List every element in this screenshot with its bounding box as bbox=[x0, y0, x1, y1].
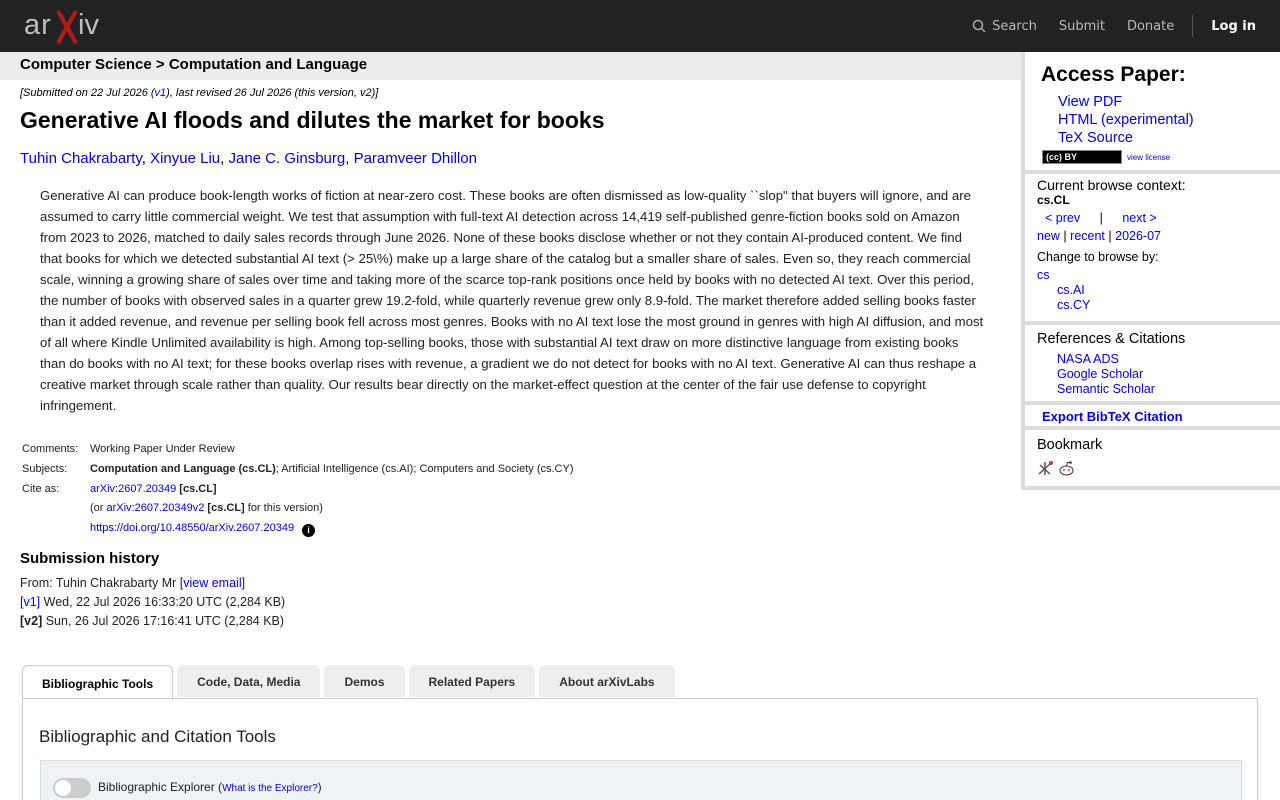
submit-link[interactable]: Submit bbox=[1058, 18, 1105, 34]
reddit-icon[interactable] bbox=[1058, 460, 1075, 477]
browse-cs-link[interactable]: cs bbox=[1037, 268, 1050, 282]
cite-category: [cs.CL] bbox=[176, 482, 217, 495]
search-button[interactable] bbox=[972, 19, 1037, 34]
author-link[interactable]: Tuhin Chakrabarty bbox=[20, 150, 142, 167]
tab-panel bbox=[22, 698, 1258, 800]
donate-link[interactable]: Donate bbox=[1126, 18, 1175, 34]
submission-history-title: Submission history bbox=[20, 550, 160, 567]
cite-v2-category: [cs.CL] bbox=[204, 502, 245, 515]
view-email-link[interactable]: view email bbox=[183, 576, 242, 590]
submitted-text: [Submitted on 22 Jul 2026 ( bbox=[20, 87, 155, 99]
explorer-label-text: Bibliographic Explorer ( bbox=[98, 780, 223, 794]
info-icon[interactable]: i bbox=[302, 524, 315, 537]
tex-source-link[interactable]: TeX Source bbox=[1058, 130, 1133, 146]
explorer-toggle[interactable] bbox=[53, 778, 91, 798]
history-v2 bbox=[20, 612, 285, 631]
prev-next-separator: | bbox=[1099, 211, 1103, 225]
browse-by-links bbox=[1037, 268, 1090, 313]
license bbox=[1042, 150, 1170, 164]
from-close: ] bbox=[241, 576, 246, 590]
comments-value: Working Paper Under Review bbox=[90, 443, 235, 455]
submission-history bbox=[20, 574, 285, 631]
prev-link[interactable]: < prev bbox=[1045, 211, 1081, 225]
nasa-ads-link[interactable]: NASA ADS bbox=[1057, 352, 1119, 366]
submission-dates bbox=[20, 87, 378, 99]
v1-history-link[interactable]: [v1] bbox=[20, 595, 41, 609]
prev-next-nav bbox=[1045, 211, 1157, 225]
month-link[interactable]: 2026-07 bbox=[1115, 229, 1161, 243]
semantic-scholar-link[interactable]: Semantic Scholar bbox=[1057, 382, 1155, 396]
author-link[interactable]: Jane C. Ginsburg bbox=[228, 150, 346, 167]
references-title: References & Citations bbox=[1037, 331, 1186, 347]
cite-v2-suffix: for this version) bbox=[244, 502, 323, 515]
bookmark-title: Bookmark bbox=[1037, 437, 1103, 453]
cite-row bbox=[22, 480, 574, 500]
author-list: Tuhin Chakrabarty, Xinyue Liu, Jane C. Ginsburg, Paramveer Dhillon bbox=[20, 150, 477, 167]
comments-row bbox=[22, 440, 574, 460]
cite-id-link[interactable]: arXiv:2607.20349 bbox=[90, 482, 177, 495]
author-link[interactable]: Paramveer Dhillon bbox=[353, 150, 477, 167]
recent-link[interactable]: recent bbox=[1070, 229, 1105, 243]
primary-subject: Computation and Language (cs.CL) bbox=[90, 462, 276, 475]
search-label: Search bbox=[992, 18, 1037, 34]
change-browse-label: Change to browse by: bbox=[1037, 250, 1159, 264]
top-navigation-bar bbox=[0, 0, 1280, 52]
tab-bibliographic-tools[interactable]: Bibliographic Tools bbox=[22, 665, 173, 700]
export-bibtex-link[interactable]: Export BibTeX Citation bbox=[1042, 409, 1183, 424]
breadcrumb bbox=[0, 52, 1021, 80]
subjects-row bbox=[22, 460, 574, 480]
from-text: From: Tuhin Chakrabarty Mr [ bbox=[20, 576, 184, 590]
browse-context-value: cs.CL bbox=[1037, 193, 1070, 207]
sidebar bbox=[1021, 52, 1280, 490]
metadata-table bbox=[22, 440, 574, 539]
abstract: Generative AI can produce book-length works of fiction at near-zero cost. These books are often dismissed as low-quality ``slop" that buyers will ignore, and are assumed to carry little commercial weight. We test that assumption with full-text AI detection across 14,419 self-published genre-fiction books sold on Amazon from 2023 to 2026, matched to daily sales records through June 2026. None of these books disclose whether or not they contain AI-produced content. We find that books for which we detected substantial AI text (> 25\%) make up a large share of the catalog but a smaller share of sales. Even so, they reach commercial scale, winning a growing share of sales over time and taking more of the scarce top-rank positions once held by books with no detected AI text. Over this period, the number of books with observed sales in a quarter grew 19.2-fold, while quarterly revenue grew only 8.9-fold. The market therefore added selling books faster than it added revenue, and revenue per selling book fell across most genres. Books with no AI text lose the most ground in genres with high AI diffusion, and most of all where Kindle Unlimited availability is high. Among top-selling books, those with substantial AI text draw on more distinctive language from existing books than do books with no AI text; for these books overlap rises with revenue, a gradient we do not detect for books with no AI text. Generative AI can thus reshape a creative market through scale rather than quality. Our results bear directly on the market-effect question at the center of the fair use defense to copyright infringement. bbox=[40, 188, 984, 413]
view-pdf-link[interactable]: View PDF bbox=[1058, 94, 1123, 110]
v1-history-text: Wed, 22 Jul 2026 16:33:20 UTC (2,284 KB) bbox=[40, 595, 286, 609]
new-link[interactable]: new bbox=[1037, 229, 1060, 243]
author-link[interactable]: Xinyue Liu bbox=[150, 150, 221, 167]
html-link[interactable]: HTML (experimental) bbox=[1058, 112, 1194, 128]
bibsonomy-icon[interactable] bbox=[1037, 460, 1054, 477]
toggle-knob bbox=[55, 780, 71, 796]
listing-links bbox=[1037, 229, 1161, 243]
access-links bbox=[1058, 93, 1194, 147]
doi-row bbox=[22, 519, 574, 539]
v2-history-text: Sun, 26 Jul 2026 17:16:41 UTC (2,284 KB) bbox=[42, 614, 285, 628]
browse-cs-cy-link[interactable]: cs.CY bbox=[1057, 298, 1091, 312]
paper-title: Generative AI floods and dilutes the market for books bbox=[20, 107, 605, 133]
sidebar-divider bbox=[1021, 486, 1280, 490]
doi-link[interactable]: https://doi.org/10.48550/arXiv.2607.20349 bbox=[90, 522, 295, 535]
breadcrumb-area[interactable]: Computer Science bbox=[20, 56, 152, 73]
svg-text:ar: ar bbox=[24, 9, 52, 41]
breadcrumb-category[interactable]: Computation and Language bbox=[168, 56, 368, 73]
separator: | bbox=[1063, 229, 1067, 243]
subjects-label: Subjects: bbox=[22, 462, 68, 475]
other-subjects: ; Artificial Intelligence (cs.AI); Computers and Society (cs.CY) bbox=[275, 462, 574, 475]
tab-code-data-media[interactable]: Code, Data, Media bbox=[177, 665, 320, 697]
comments-label: Comments: bbox=[22, 443, 79, 455]
view-license-link[interactable]: view license bbox=[1127, 152, 1171, 162]
arxiv-logo[interactable] bbox=[24, 7, 112, 45]
top-nav-links bbox=[950, 0, 1256, 52]
tab-related-papers[interactable]: Related Papers bbox=[409, 665, 536, 697]
history-v1 bbox=[20, 593, 285, 612]
separator: | bbox=[1108, 229, 1112, 243]
revised-text: ), last revised 26 Jul 2026 (this version, v2)] bbox=[166, 87, 379, 99]
references-links bbox=[1057, 352, 1155, 397]
breadcrumb-separator: > bbox=[151, 56, 169, 73]
tab-about-arxivlabs[interactable]: About arXivLabs bbox=[539, 665, 674, 697]
cite-or: (or bbox=[90, 502, 107, 515]
browse-cs-ai-link[interactable]: cs.AI bbox=[1057, 283, 1085, 297]
google-scholar-link[interactable]: Google Scholar bbox=[1057, 367, 1144, 381]
v2-history-tag: [v2] bbox=[20, 614, 43, 628]
bibliographic-explorer-row bbox=[40, 760, 1242, 800]
cc-by-badge[interactable]: (cc) BY bbox=[1042, 150, 1122, 164]
explorer-label bbox=[98, 780, 322, 794]
history-from bbox=[20, 574, 285, 593]
cite-version-row bbox=[22, 499, 574, 519]
explorer-close: ) bbox=[317, 780, 322, 794]
tab-demos[interactable]: Demos bbox=[324, 665, 404, 697]
next-link[interactable]: next > bbox=[1122, 211, 1157, 225]
browse-context-title: Current browse context: bbox=[1037, 177, 1186, 193]
access-paper-title: Access Paper: bbox=[1041, 63, 1186, 86]
login-link[interactable]: Log in bbox=[1211, 18, 1256, 34]
svg-text:iv: iv bbox=[78, 9, 99, 41]
what-is-explorer-link[interactable]: What is the Explorer? bbox=[222, 783, 318, 794]
search-icon bbox=[972, 19, 986, 33]
cite-v2-link[interactable]: arXiv:2607.20349v2 bbox=[106, 502, 205, 515]
cite-label: Cite as: bbox=[22, 482, 60, 495]
bookmark-icons bbox=[1037, 460, 1075, 477]
panel-title: Bibliographic and Citation Tools bbox=[39, 727, 276, 746]
nav-divider bbox=[1192, 15, 1193, 37]
labs-tabs bbox=[22, 665, 679, 699]
v1-link[interactable]: v1 bbox=[154, 87, 167, 99]
